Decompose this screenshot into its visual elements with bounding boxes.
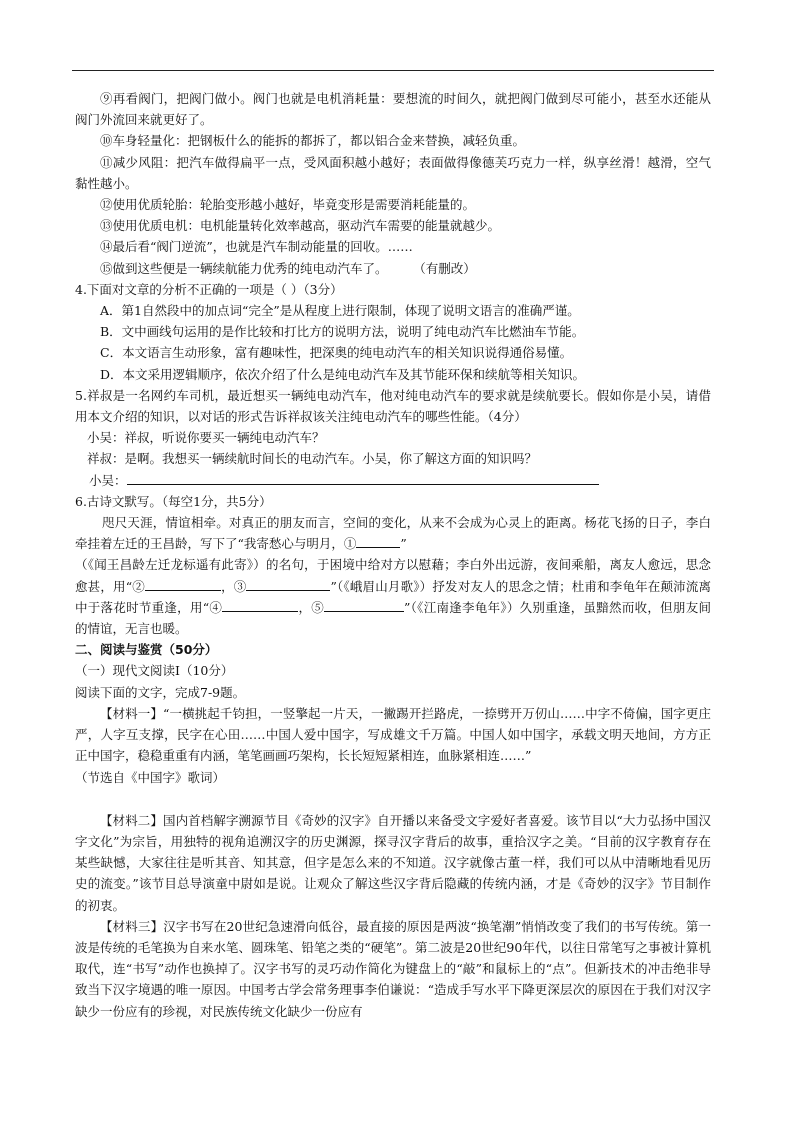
item-9: ⑨再看阀门，把阀门做小。阀门也就是电机消耗量：要想流的时间久，就把阀门做到尽可能小，甚至水还能从阀门外流回来就更好了。 — [75, 91, 711, 128]
item-11: ⑪减少风阻：把汽车做得扁平一点，受风面积越小越好；表面做得像德芙巧克力一样，纵享丝滑！越滑，空气黏性越小。 — [75, 154, 711, 191]
material-3: 【材料三】汉字书写在20世纪急速滑向低谷，最直接的原因是两波“换笔潮”悄悄改变了我们的书写传统。第一波是传统的毛笔换为自来水笔、圆珠笔、铅笔之类的“硬笔”。第二波是20世纪90年代，以往日常笔写之事被计算机取代，连“书写”动作也换掉了。汉字书写的灵巧动作简化为键盘上的“敲”和鼠标上的“点”。但新技术的冲击绝非导致当下汉字境遇的唯一原因。中国考古学会常务理事李伯谦说：“造成手写水平下降更深层次的原因在于我们对汉字缺少一份应有的珍视，对民族传统文化缺少一份应有 — [75, 918, 711, 1019]
reading-instruction: 阅读下面的文字，完成7-9题。 — [75, 684, 246, 700]
question-6-stem: 6.古诗文默写。（每空1分，共5分） — [75, 493, 272, 509]
spacer — [75, 788, 711, 810]
material-1-source: （节选自《中国字》歌词） — [75, 769, 226, 785]
question-4-option-d: D．本文采用逻辑顺序，依次介绍了什么是纯电动汽车及其节能环保和续航等相关知识。 — [100, 366, 586, 382]
material-2: 【材料二】国内首档解字溯源节目《奇妙的汉字》自开播以来备受文字爱好者喜爱。该节目以“大力弘扬中国汉字文化”为宗旨，用独特的视角追溯汉字的历史渊源，探寻汉字背后的故事，重拾汉字之美。“目前的汉字教育存在某些缺憾，大家往往是听其音、知其意，但字是怎么来的不知道。汉字就像古董一样，我们可以从中清晰地看见历史的流变。”该节目总导演童中尉如是说。让观众了解这些汉字背后隐藏的传统内涵，才是《奇妙的汉字》节目制作的初衷。 — [75, 812, 711, 913]
item-14: ⑭最后看“阀门逆流”，也就是汽车制动能量的回收。…… — [100, 239, 413, 255]
subsection-heading: （一）现代文阅读Ⅰ（10分） — [75, 663, 234, 679]
question-6-passage-2: （《闻王昌龄左迁龙标遥有此寄》）的名句，于困境中给对方以慰藉；李白外出远游，夜间乘船，离友人愈远，思念愈甚，用“② ，③ ”（《峨眉山月歌》）抒发对友人的思念之情；杜甫和李龟年在颠沛流离中于落花时节重逢，用“④ ，⑤ ”（《江南逢李龟年》）久别重逢，虽黯然而收，但朋友间的情谊，无言也暖。 — [75, 557, 711, 637]
item-13: ⑬使用优质电机：电机能量转化效率越高，驱动汽车需要的能量就越少。 — [100, 218, 501, 234]
abridged-note: （有删改） — [419, 260, 476, 276]
blank-4[interactable] — [222, 598, 298, 612]
material-1: 【材料一】“一横挑起千钧担，一竖擎起一片天，一撇踢开拦路虎，一捺劈开万仞山……中字不倚偏，国字更庄严，人字互支撑，民字在心田……中国人爱中国字，写成雄文千万篇。中国人如中国字，承载文明天地间，方方正正中国字，稳稳重重有内涵，笔笔画画巧架构，长长短短紧相连，血脉紧相连……” — [75, 705, 711, 764]
question-4-option-c: C．本文语言生动形象，富有趣味性，把深奥的纯电动汽车的相关知识说得通俗易懂。 — [100, 345, 573, 361]
question-6-passage-1: 咫尺天涯，情谊相牵。对真正的朋友而言，空间的变化，从来不会成为心灵上的距离。杨花飞扬的日子，李白牵挂着左迁的王昌龄，写下了“我寄愁心与明月，① ” — [75, 515, 711, 552]
section-2-heading: 二、阅读与鉴赏（50分） — [75, 642, 218, 658]
dialogue-line-2: 祥叔：是啊。我想买一辆续航时间长的电动汽车。小吴，你了解这方面的知识吗？ — [87, 451, 538, 467]
page-content — [75, 88, 711, 1022]
question-4-option-a: A．第1自然段中的加点词“完全”是从程度上进行限制，体现了说明文语言的准确严谨。 — [100, 303, 580, 319]
dialogue-line-1: 小吴：祥叔，听说你要买一辆纯电动汽车？ — [87, 430, 325, 446]
blank-5[interactable] — [324, 598, 404, 612]
answer-blank[interactable] — [127, 471, 599, 485]
header-rule — [72, 70, 714, 71]
item-10: ⑩车身轻量化：把钢板什么的能拆的都拆了，都以铝合金来替换，减轻负重。 — [100, 133, 526, 149]
item-15: ⑮做到这些便是一辆续航能力优秀的纯电动汽车了。 （有删改） — [100, 260, 476, 276]
blank-2[interactable] — [145, 577, 221, 591]
dialogue-answer-line: 小吴： — [75, 470, 711, 491]
item-12: ⑫使用优质轮胎：轮胎变形越小越好，毕竟变形是需要消耗能量的。 — [100, 197, 476, 213]
question-4-stem: 4.下面对文章的分析不正确的一项是（ ）（3分） — [75, 281, 343, 297]
blank-3[interactable] — [246, 577, 330, 591]
question-4-option-b: B．文中画线句运用的是作比较和打比方的说明方法，说明了纯电动汽车比燃油车节能。 — [100, 324, 585, 340]
question-5-stem: 5.祥叔是一名网约车司机，最近想买一辆纯电动汽车，他对纯电动汽车的要求就是续航要长。假如你是小吴，请借用本文介绍的知识，以对话的形式告诉祥叔该关注纯电动汽车的哪些性能。（4分） — [75, 387, 711, 425]
blank-1[interactable] — [356, 534, 400, 548]
